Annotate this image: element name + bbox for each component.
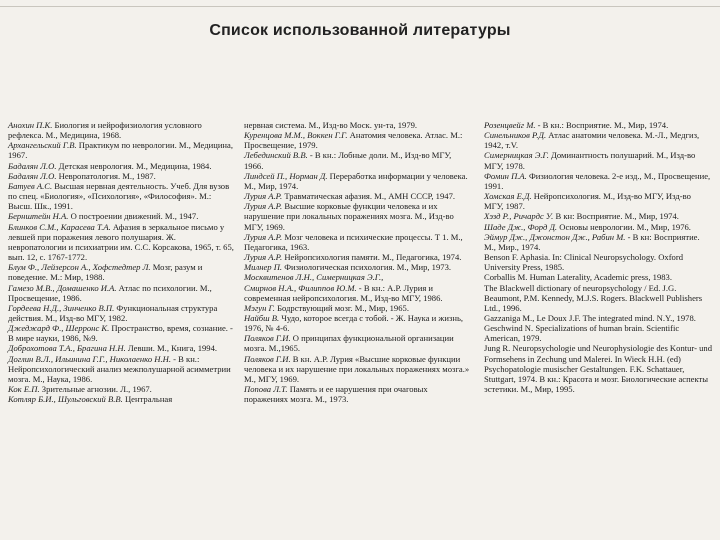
reference-text: Высшие корковые функции человека и их нарушение при локальных поражениях мозга. М., Изд-во МГУ, 1969. bbox=[244, 201, 454, 232]
reference-text: Нейропсихология. М., Изд-во МГУ, Изд-во МГУ, 1987. bbox=[484, 191, 691, 212]
reference-author: Блинков С.М., Карасева Т.А. bbox=[8, 221, 111, 232]
reference-entry bbox=[244, 191, 472, 201]
reference-column-1 bbox=[8, 120, 234, 404]
reference-text: Зрительные агнозии. Л., 1967. bbox=[39, 384, 152, 395]
reference-entry bbox=[8, 303, 234, 323]
reference-text: нервная система. М., Изд-во Моск. ун-та, 1979. bbox=[244, 120, 418, 130]
reference-entry bbox=[8, 343, 234, 353]
reference-author: Фомин П.А. bbox=[484, 170, 527, 181]
reference-author: Линдсей П., Норман Д. bbox=[244, 170, 328, 181]
reference-entry bbox=[244, 232, 472, 252]
reference-author: Бадалян Л.О. bbox=[8, 160, 57, 171]
reference-text: Gazzaniga M., Le Doux J.F. The integrated mind. N.Y., 1978. bbox=[484, 312, 696, 323]
reference-entry bbox=[244, 354, 472, 384]
reference-entry bbox=[244, 333, 472, 353]
reference-text: Высшая нервная деятельность. Учеб. Для вузов по спец. «Биология», «Психология», «Философия». М.: Высш. Шк., 1991. bbox=[8, 180, 230, 212]
reference-author: Москвитенов Л.Н., Симерницкая Э.Г., bbox=[244, 272, 384, 283]
reference-author: Джеджард Ф., Шерронс К. bbox=[8, 323, 110, 334]
reference-entry bbox=[244, 201, 472, 231]
reference-text: - В кн.: Нейропсихологический анализ межполушарной асимметрии мозга. М., Наука, 1986. bbox=[8, 353, 231, 384]
reference-author: Хэзд Р., Ричардс У. bbox=[484, 211, 554, 222]
reference-entry bbox=[244, 384, 472, 404]
reference-text: Мозг, разум и поведение. М.: Мир, 1988. bbox=[8, 262, 203, 283]
reference-text: Атлас по психологии. М., Просвещение, 1986. bbox=[8, 282, 212, 303]
reference-text: Переработка информации у человека. М., Мир, 1974. bbox=[244, 170, 468, 191]
reference-text: Память и ее нарушения при очаговых поражениях мозга. М., 1973. bbox=[244, 384, 428, 405]
reference-entry bbox=[484, 252, 712, 272]
reference-text: Анатомия человека. Атлас. М.: Просвещение, 1979. bbox=[244, 130, 463, 151]
reference-entry bbox=[484, 272, 712, 282]
reference-text: - В кн: Восприятие. М., Мир., 1974. bbox=[484, 231, 700, 252]
reference-author: Синельников Р.Д. bbox=[484, 130, 547, 141]
reference-entry bbox=[244, 313, 472, 333]
reference-text: - В кн.: Лобные доли. М., Изд-во МГУ, 1966. bbox=[244, 150, 452, 171]
reference-entry bbox=[8, 384, 234, 394]
reference-author: Розенцвейг М. bbox=[484, 120, 536, 130]
reference-entry bbox=[244, 252, 472, 262]
reference-author: Анохин П.К. bbox=[8, 120, 53, 130]
reference-author: Кок Е.П. bbox=[8, 384, 40, 395]
reference-author: Симерницкая Э.Г. bbox=[484, 150, 549, 161]
reference-column-3 bbox=[484, 120, 712, 394]
reference-entry bbox=[8, 161, 234, 171]
reference-entry bbox=[484, 130, 712, 150]
reference-entry bbox=[244, 120, 472, 130]
reference-author: Батуев А.С. bbox=[8, 180, 53, 191]
reference-entry bbox=[244, 283, 472, 303]
reference-author: Найбш В. bbox=[244, 312, 280, 323]
reference-author: Архангельский Г.В. bbox=[8, 140, 77, 151]
reference-text: Бодрствующий мозг. М., Мир, 1965. bbox=[274, 302, 409, 313]
reference-text: Функциональная структура действия. М., Изд-во МГУ, 1982. bbox=[8, 302, 218, 323]
reference-text: Левши. М., Книга, 1994. bbox=[125, 343, 218, 354]
reference-text: Атлас анатомии человека. М.-Л., Медгиз, 1942, т.V. bbox=[484, 130, 700, 151]
reference-entry bbox=[8, 211, 234, 221]
reference-author: Милнер П. bbox=[244, 262, 283, 273]
reference-text: Невропатология. М., 1987. bbox=[56, 170, 156, 181]
reference-text: The Blackwell dictionary of neuropsychology / Ed. J.G. Beaumont, P.M. Kennedy, M.J.S. Rogers. Blackwell Publishers Ltd., 1996. bbox=[484, 282, 703, 313]
reference-author: Поляков Г.И. bbox=[244, 353, 291, 364]
reference-text: Пространство, время, сознание. - В мире науки, 1986, №9. bbox=[8, 323, 233, 344]
top-rule bbox=[0, 6, 720, 7]
reference-text: - В кн.: Восприятие. М., Мир, 1974. bbox=[535, 120, 669, 130]
reference-entry bbox=[244, 303, 472, 313]
reference-entry bbox=[8, 120, 234, 140]
reference-text: Чудо, которое всегда с тобой. - Ж. Наука и жизнь, 1976, № 4-6. bbox=[244, 312, 464, 334]
reference-entry bbox=[8, 140, 234, 160]
reference-author: Бернштейн Н.А. bbox=[8, 211, 69, 222]
reference-entry bbox=[484, 211, 712, 221]
reference-entry bbox=[484, 150, 712, 170]
reference-author: Лурия А.Р. bbox=[244, 201, 283, 212]
reference-entry bbox=[8, 262, 234, 282]
reference-entry bbox=[8, 181, 234, 211]
reference-text: Мозг человека и психические процессы. Т 1. М., Педагогика, 1963. bbox=[244, 231, 463, 252]
reference-author: Эймур Дж., Джонстон Дж., Рабин М. bbox=[484, 231, 626, 242]
reference-text: Нейропсихология памяти. М., Педагогика, 1974. bbox=[282, 252, 462, 263]
reference-author: Шаде Дж., Форд Д. bbox=[484, 221, 558, 232]
reference-entry bbox=[244, 262, 472, 272]
reference-author: Лурия А.Р. bbox=[244, 231, 283, 242]
reference-entry bbox=[484, 313, 712, 323]
reference-author: Лурия А.Р. bbox=[244, 191, 283, 202]
reference-text: В кн. А.Р. Лурия «Высшие корковые функции человека и их нарушение при локальных поражениях мозга.» М., МГУ, 1969. bbox=[244, 353, 470, 384]
reference-text: Физиологическая психология. М., Мир, 1973. bbox=[282, 262, 452, 273]
page-title: Список использованной литературы bbox=[209, 22, 511, 39]
reference-author: Хомская Е.Д. bbox=[484, 191, 532, 202]
reference-text: - В кн.: А.Р. Лурия и современная нейропсихология. М., Изд-во МГУ, 1986. bbox=[244, 282, 443, 303]
reference-text: Jung R. Neuropsychologie und Neurophysiologie des Kontur- und Formsehens in Zechung und Malerei. In Wieck H.H. (ed) Psychopatologie musischer Gestaltungen. F.K. Schattauer, Stuttgart, 1974. В кн.: Красота и мозг. Биологические аспекты эстетики. М., Мир, 1995. bbox=[484, 343, 713, 395]
reference-author: Лебединский В.В. bbox=[244, 150, 308, 161]
reference-entry bbox=[8, 283, 234, 303]
reference-entry bbox=[484, 232, 712, 252]
reference-entry bbox=[484, 283, 712, 313]
reference-entry bbox=[8, 354, 234, 384]
reference-entry bbox=[484, 343, 712, 394]
reference-column-2 bbox=[244, 120, 472, 404]
reference-text: Основы неврологии. М., Мир, 1976. bbox=[557, 221, 691, 232]
reference-entry bbox=[244, 150, 472, 170]
reference-text: Доминантность полушарий. М., Изд-во МГУ, 1978. bbox=[484, 150, 696, 171]
reference-text: Травматическая афазия. М., АМН СССР, 1947. bbox=[282, 191, 456, 202]
reference-author: Доброхотова Т.А., Брагина Н.Н. bbox=[8, 343, 126, 354]
reference-author: Поляков Г.И. bbox=[244, 333, 291, 344]
reference-author: Смирнов Н.А., Филиппов Ю.М. bbox=[244, 282, 357, 293]
reference-text: Практикум по неврологии. М., Медицина, 1967. bbox=[8, 140, 233, 161]
reference-text: Benson F. Aphasia. In: Clinical Neuropsychology. Oxford University Press, 1985. bbox=[484, 252, 684, 273]
reference-text: Детская неврология. М., Медицина, 1984. bbox=[56, 160, 212, 171]
reference-entry bbox=[484, 120, 712, 130]
reference-entry bbox=[484, 222, 712, 232]
reference-author: Гамезо М.В., Домашенко И.А. bbox=[8, 282, 117, 293]
reference-author: Блум Ф., Лейзерсон А., Хофстедтер Л. bbox=[8, 262, 151, 273]
reference-text: Физиология человека. 2-е изд., М., Просвещение, 1991. bbox=[484, 170, 711, 191]
reference-entry bbox=[484, 171, 712, 191]
reference-entry bbox=[484, 191, 712, 211]
reference-entry bbox=[244, 130, 472, 150]
reference-text: Биология и нейрофизиология условного рефлекса. М., Медицина, 1968. bbox=[8, 120, 202, 141]
reference-text: О принципах функциональной организации мозга. М.,1965. bbox=[244, 333, 454, 354]
reference-text: Corballis M. Human Laterality, Academic press, 1983. bbox=[484, 272, 672, 283]
reference-author: Попова Л.Т. bbox=[244, 384, 288, 395]
reference-entry bbox=[8, 394, 234, 404]
reference-entry bbox=[484, 323, 712, 343]
reference-entry bbox=[244, 272, 472, 282]
reference-entry bbox=[8, 323, 234, 343]
reference-author: Доглин В.Л., Ильинина Г.Г., Николаенко Н.Н. bbox=[8, 353, 171, 364]
reference-author: Куренцова М.М., Воккен Г.Г. bbox=[244, 130, 348, 141]
reference-author: Котляр Б.И., Шульговский В.В. bbox=[8, 394, 123, 405]
reference-text: В кн: Восприятие. М., Мир, 1974. bbox=[553, 211, 679, 222]
reference-author: Бадалян Л.О. bbox=[8, 170, 57, 181]
reference-author: Гордеева Н.Д., Зинченко В.П. bbox=[8, 302, 115, 313]
reference-author: Лурия А.Р. bbox=[244, 252, 283, 263]
reference-author: Мэгун Г. bbox=[244, 302, 275, 313]
reference-text: О построении движений. М., 1947. bbox=[68, 211, 199, 222]
reference-entry bbox=[8, 222, 234, 263]
reference-text: Афазия в зеркальное письмо у левшей при поражения левого полушария. Ж. невропатологии и психиатрии им. С.С. Корсакова, 1965, т. 65, вып. 12, с. 1767-1772. bbox=[8, 221, 234, 263]
reference-text: Geschwind N. Specializations of human brain. Scientific American, 1979. bbox=[484, 323, 680, 344]
reference-entry bbox=[8, 171, 234, 181]
reference-entry bbox=[244, 171, 472, 191]
reference-text: Центральная bbox=[122, 394, 173, 405]
